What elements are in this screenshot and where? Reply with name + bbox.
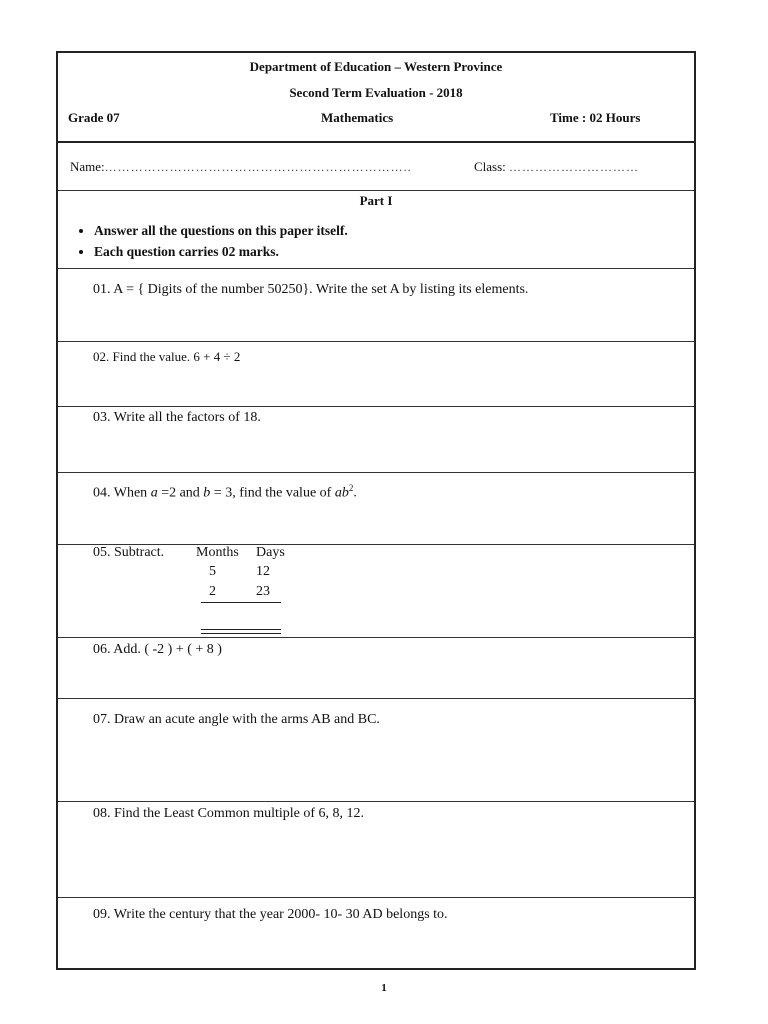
question-divider xyxy=(58,801,694,802)
question-06: 06. Add. ( -2 ) + ( + 8 ) xyxy=(93,642,222,657)
question-05: 05. Subtract. xyxy=(93,545,165,560)
part-title: Part I xyxy=(359,193,393,208)
question-divider xyxy=(58,268,694,269)
question-03: 03. Write all the factors of 18. xyxy=(93,410,261,425)
question-07: 07. Draw an acute angle with the arms AB and BC. xyxy=(93,712,380,727)
header-divider xyxy=(58,141,694,143)
class-dots: ………………………… xyxy=(509,160,640,174)
q5-days-2: 23 xyxy=(256,584,270,599)
instruction-item: • Each question carries 02 marks. xyxy=(94,243,348,260)
question-divider xyxy=(58,472,694,473)
question-01: 01. A = { Digits of the number 50250}. Write the set A by listing its elements. xyxy=(93,282,529,297)
question-divider xyxy=(58,897,694,898)
page-number: 1 xyxy=(381,982,387,994)
q5-header-days: Days xyxy=(256,545,285,560)
name-label: Name: xyxy=(70,159,105,174)
q5-months-2: 2 xyxy=(209,584,216,599)
class-field[interactable] xyxy=(474,159,639,175)
question-08: 08. Find the Least Common multiple of 6, 8, 12. xyxy=(93,806,365,821)
question-divider xyxy=(58,698,694,699)
answer-rule xyxy=(201,633,281,634)
instruction-list xyxy=(68,222,348,264)
time-label: Time : 02 Hours xyxy=(550,110,641,125)
question-divider xyxy=(58,406,694,407)
grade-label: Grade 07 xyxy=(68,110,120,125)
department-title: Department of Education – Western Province xyxy=(249,59,503,74)
q5-header-months: Months xyxy=(196,545,239,560)
variable-a: a xyxy=(150,485,158,501)
name-divider xyxy=(58,190,694,191)
name-field[interactable] xyxy=(70,159,412,175)
class-label: Class: xyxy=(474,159,506,174)
question-02: 02. Find the value. 6 + 4 ÷ 2 xyxy=(93,349,241,364)
subject-label: Mathematics xyxy=(321,110,394,125)
exponent: 2 xyxy=(348,483,354,493)
name-dots: …………………………………………………………….. xyxy=(104,160,412,174)
q5-days-1: 12 xyxy=(256,564,270,579)
subtract-rule xyxy=(201,602,281,603)
question-04: 04. When a =2 and b = 3, find the value of $ab^2$. xyxy=(93,483,357,501)
instruction-item: • Answer all the questions on this paper itself. xyxy=(94,222,348,239)
variable-b: b xyxy=(203,485,211,501)
exam-paper xyxy=(56,51,696,970)
answer-rule xyxy=(201,629,281,630)
question-divider xyxy=(58,637,694,638)
q5-months-1: 5 xyxy=(209,564,216,579)
question-divider xyxy=(58,341,694,342)
question-09: 09. Write the century that the year 2000- 10- 30 AD belongs to. xyxy=(93,907,448,922)
exam-title: Second Term Evaluation - 2018 xyxy=(289,85,463,100)
expression-ab: ab xyxy=(334,485,349,501)
